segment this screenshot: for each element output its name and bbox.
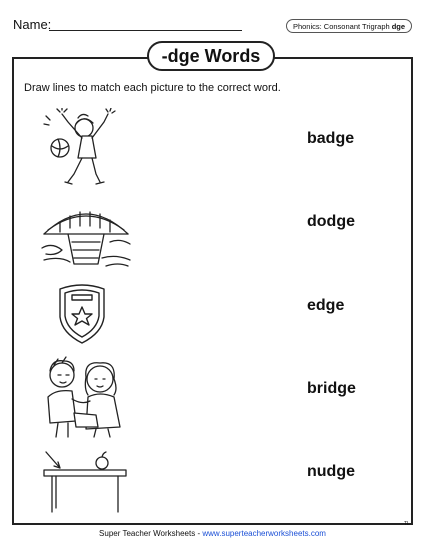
footer	[0, 529, 425, 538]
dodging-kid-picture	[38, 108, 118, 190]
word-badge: badge	[307, 130, 355, 147]
corner-mark: TL	[404, 521, 410, 527]
word-edge: edge	[307, 297, 345, 314]
bridge-picture	[40, 198, 132, 270]
phonics-prefix: Phonics: Consonant Trigraph	[292, 21, 390, 31]
footer-site-link[interactable]: www.superteacherworksheets.com	[202, 529, 326, 538]
word-nudge: nudge	[307, 463, 355, 480]
footer-brand: Super Teacher Worksheets	[99, 529, 196, 538]
name-label: Name:	[13, 17, 52, 32]
footer-separator: -	[195, 529, 203, 538]
nudging-kids-picture	[36, 355, 128, 439]
name-line[interactable]	[49, 30, 242, 31]
phonics-badge	[286, 19, 412, 33]
table-edge-picture	[40, 448, 130, 518]
phonics-focus: dge	[391, 21, 406, 31]
word-dodge: dodge	[307, 213, 355, 230]
page-title: -dge Words	[147, 41, 275, 71]
instructions: Draw lines to match each picture to the correct word.	[24, 82, 281, 94]
word-bridge: bridge	[307, 380, 356, 397]
badge-picture	[54, 281, 110, 345]
